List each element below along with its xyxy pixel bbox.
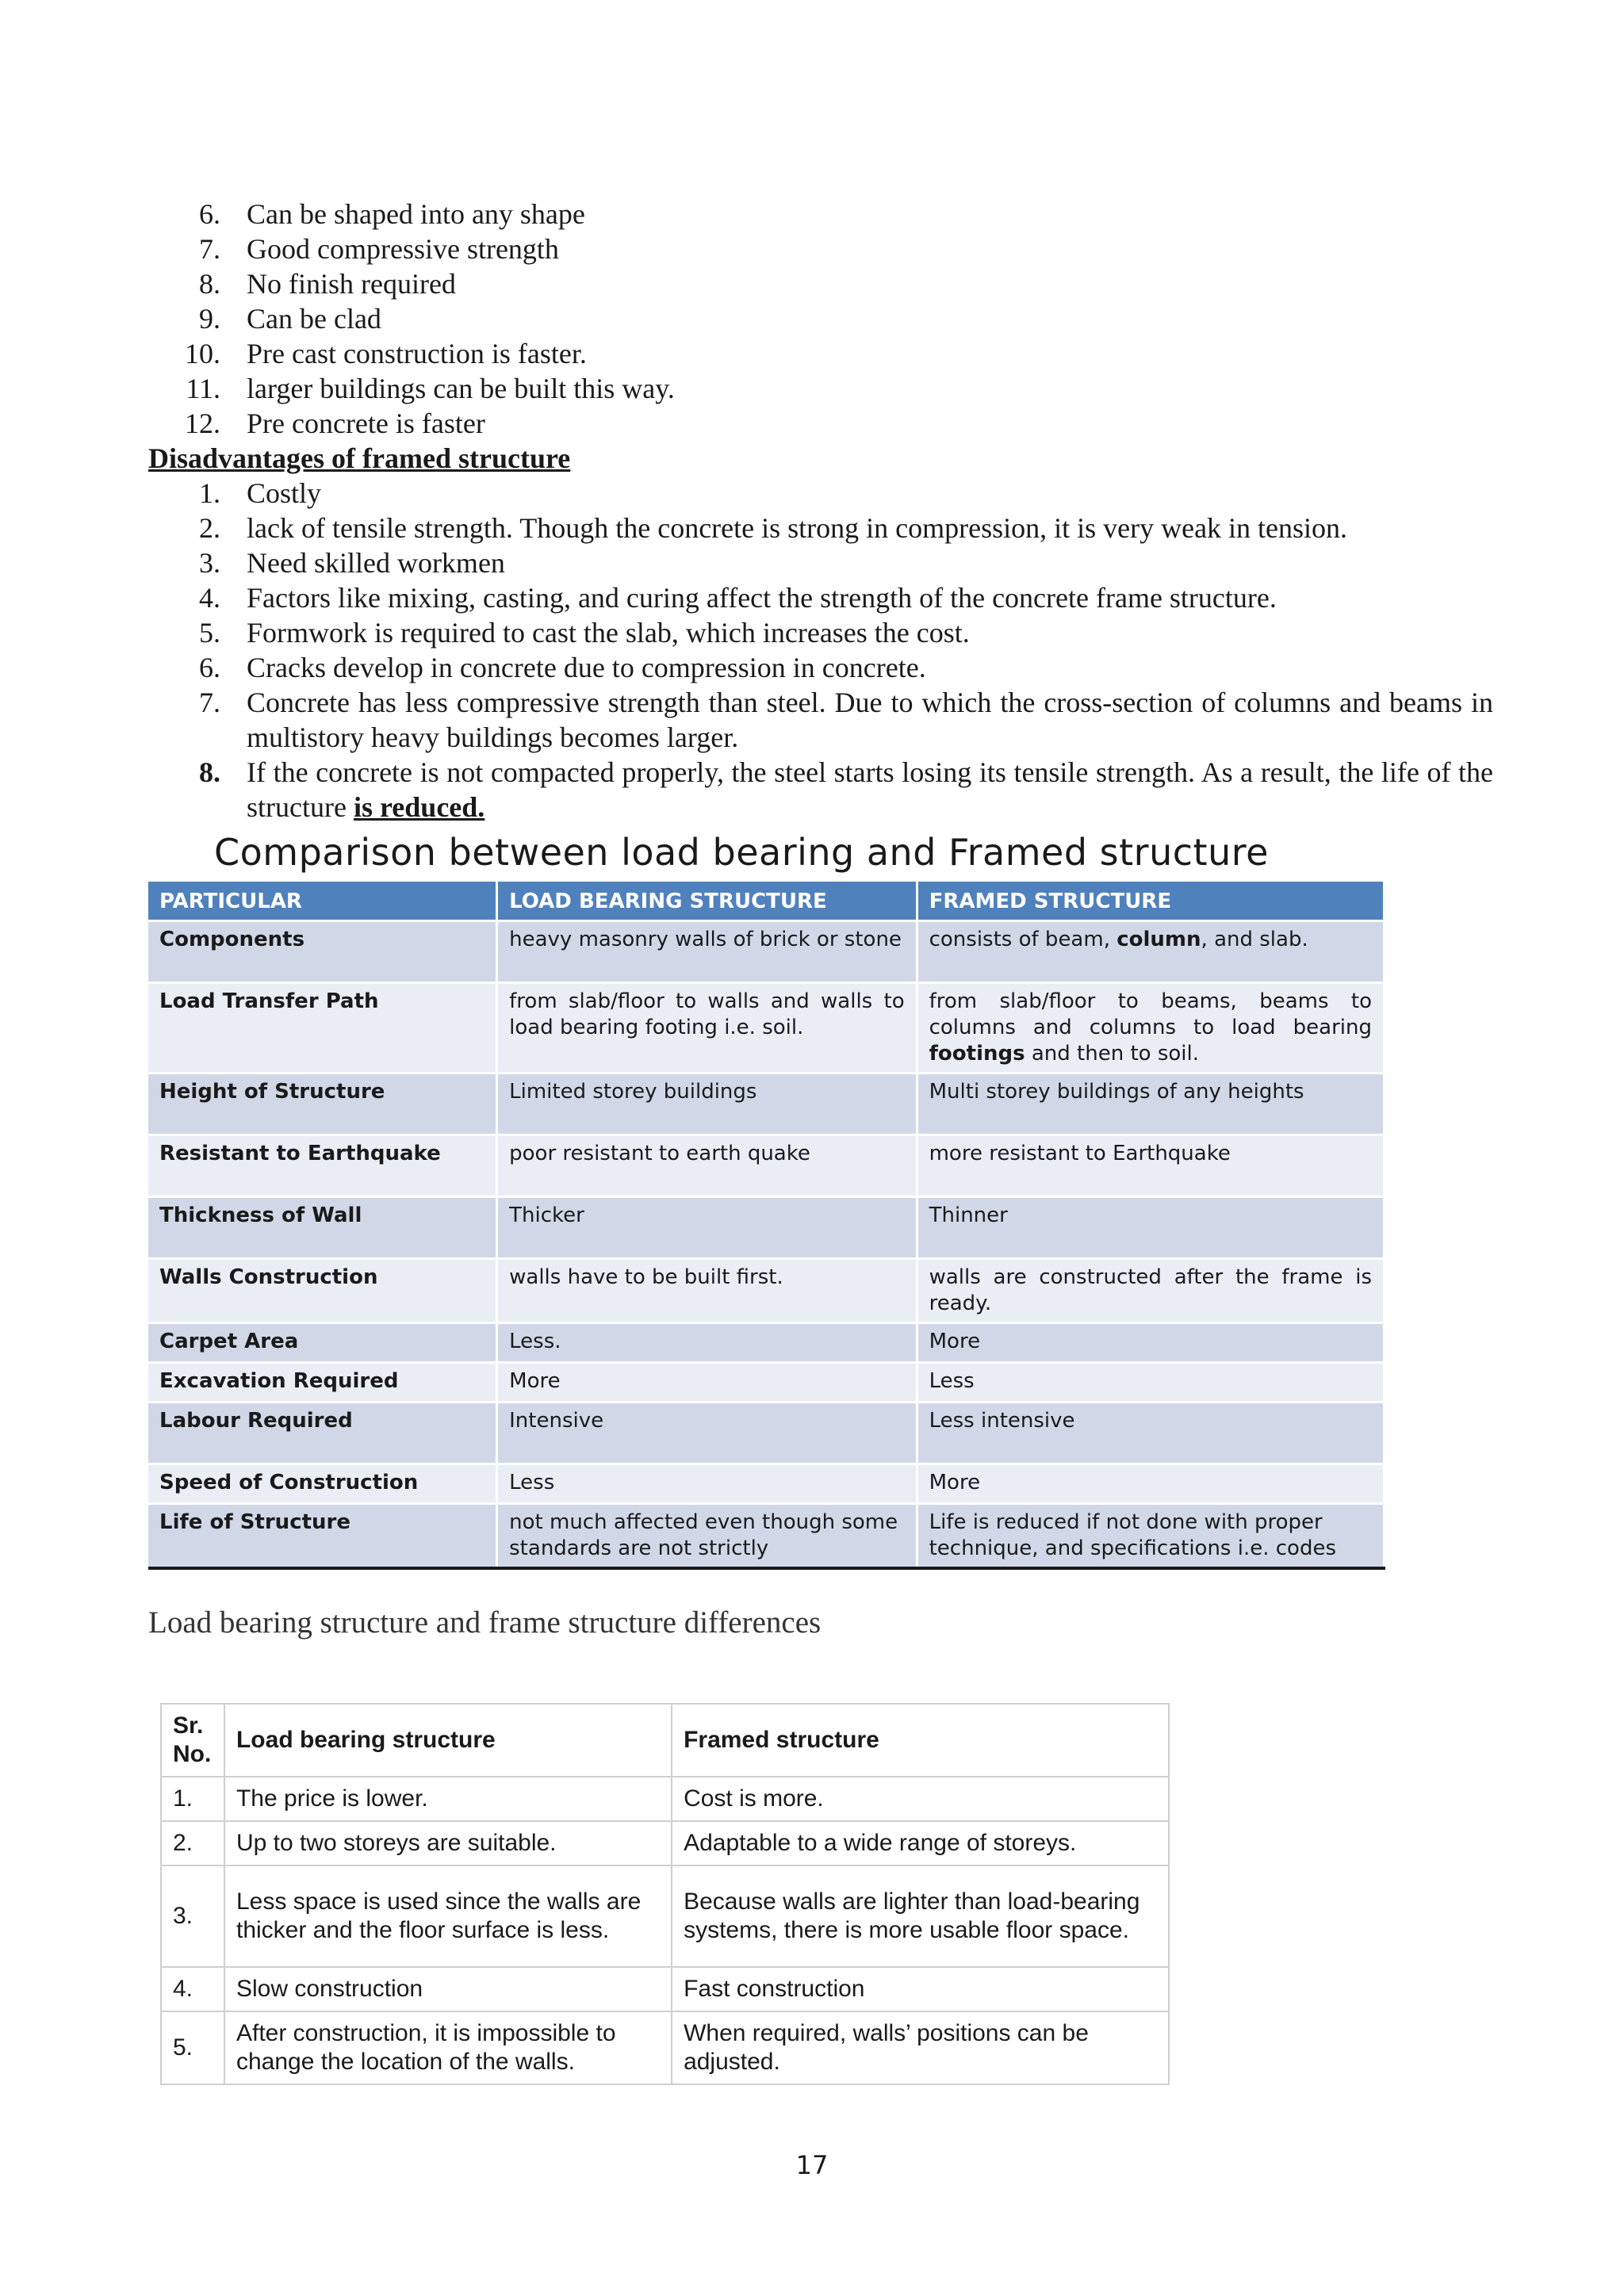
differences-caption: Load bearing structure and frame structure differences <box>148 1605 822 1640</box>
list-item <box>0 545 1624 580</box>
table-cell: Height of Structure <box>148 1073 497 1135</box>
item-text: Factors like mixing, casting, and curing affect the strength of the concrete frame structure. <box>247 582 1277 614</box>
table-cell: Labour Required <box>148 1402 497 1464</box>
item-number: 10. <box>185 338 220 369</box>
list-item <box>0 371 1624 406</box>
item-text: Can be clad <box>247 303 381 335</box>
table-header-row <box>148 882 1385 921</box>
table-cell: Less space is used since the walls are thicker and the floor surface is less. <box>224 1866 672 1967</box>
table-row <box>148 1323 1385 1363</box>
list-item <box>0 197 1624 232</box>
list-item <box>0 232 1624 266</box>
advantages-list <box>0 197 1624 441</box>
table-row <box>161 1967 1169 2011</box>
table-cell: More <box>917 1323 1384 1363</box>
list-item <box>0 755 1624 825</box>
item-number: 7. <box>199 233 220 265</box>
item-number: 5. <box>199 617 220 649</box>
item-number: 9. <box>199 303 220 335</box>
table-row <box>148 1464 1385 1504</box>
table-cell: Thicker <box>497 1197 917 1259</box>
table-cell: Resistant to Earthquake <box>148 1135 497 1197</box>
disadvantages-list <box>0 476 1624 825</box>
cell-text-bold: footings <box>929 1042 1025 1066</box>
table-cell: Load Transfer Path <box>148 983 497 1073</box>
cell-text: consists of beam, <box>929 928 1117 951</box>
item-number: 3. <box>199 547 220 579</box>
table-cell: More <box>917 1464 1384 1504</box>
disadvantages-heading: Disadvantages of framed structure <box>148 442 571 474</box>
item-text: lack of tensile strength. Though the concrete is strong in compression, it is very weak in tension. <box>247 512 1348 544</box>
table-cell: Because walls are lighter than load-bearing systems, there is more usable floor space. <box>672 1866 1169 1967</box>
item-text: Can be shaped into any shape <box>247 198 585 230</box>
item-number: 8. <box>199 756 220 788</box>
table-cell: Fast construction <box>672 1967 1169 2011</box>
table-row <box>148 1504 1385 1569</box>
differences-table <box>160 1703 1170 2085</box>
table-cell: Up to two storeys are suitable. <box>224 1821 672 1866</box>
list-item <box>0 580 1624 615</box>
table-row <box>148 1402 1385 1464</box>
table-cell: The price is lower. <box>224 1777 672 1821</box>
item-number: 6. <box>199 652 220 683</box>
cell-text: from slab/floor to beams, beams to columns and columns to load bearing <box>929 989 1372 1039</box>
table-cell: Adaptable to a wide range of storeys. <box>672 1821 1169 1866</box>
table-cell: Multi storey buildings of any heights <box>917 1073 1384 1135</box>
table-row <box>148 1363 1385 1402</box>
table-cell: more resistant to Earthquake <box>917 1135 1384 1197</box>
table-cell <box>917 921 1384 983</box>
table-cell <box>917 983 1384 1073</box>
table-cell: walls are constructed after the frame is ready. <box>917 1259 1384 1323</box>
table-row <box>148 1073 1385 1135</box>
list-item <box>0 685 1624 755</box>
cell-text: and then to soil. <box>1025 1042 1199 1066</box>
table-row <box>148 921 1385 983</box>
table-cell: 5. <box>161 2011 224 2084</box>
table-cell: Less intensive <box>917 1402 1384 1464</box>
table-cell: poor resistant to earth quake <box>497 1135 917 1197</box>
list-item <box>0 615 1624 650</box>
table-cell: After construction, it is impossible to change the location of the walls. <box>224 2011 672 2084</box>
list-item <box>0 301 1624 336</box>
table-row <box>148 1135 1385 1197</box>
item-text: Concrete has less compressive strength than steel. Due to which the cross-section of columns and beams in multistory heavy buildings becomes larger. <box>247 687 1493 753</box>
item-number: 7. <box>199 687 220 718</box>
table-row <box>148 983 1385 1073</box>
item-number: 1. <box>199 477 220 509</box>
table-cell: walls have to be built first. <box>497 1259 917 1323</box>
table-cell: Excavation Required <box>148 1363 497 1402</box>
item-text-main: If the concrete is not compacted properly, the steel starts losing its tensile strength. As a result, the life of the structure <box>247 756 1493 823</box>
table-cell: 1. <box>161 1777 224 1821</box>
table-cell: 4. <box>161 1967 224 2011</box>
table-cell: Cost is more. <box>672 1777 1169 1821</box>
table-cell: Less <box>497 1464 917 1504</box>
table-row <box>161 1866 1169 1967</box>
item-number: 11. <box>186 373 220 404</box>
item-number: 8. <box>199 268 220 300</box>
list-item <box>0 336 1624 371</box>
table-cell: Intensive <box>497 1402 917 1464</box>
table-cell: from slab/floor to walls and walls to load bearing footing i.e. soil. <box>497 983 917 1073</box>
column-header: FRAMED STRUCTURE <box>917 882 1384 921</box>
table-cell: Carpet Area <box>148 1323 497 1363</box>
list-item <box>0 476 1624 511</box>
table-cell: Limited storey buildings <box>497 1073 917 1135</box>
comparison-title: Comparison between load bearing and Framed structure <box>214 831 1269 874</box>
item-text: Need skilled workmen <box>247 547 505 579</box>
column-header: PARTICULAR <box>148 882 497 921</box>
table-cell: Less. <box>497 1323 917 1363</box>
item-text: Cracks develop in concrete due to compression in concrete. <box>247 652 926 683</box>
table-cell: Walls Construction <box>148 1259 497 1323</box>
item-text: Pre concrete is faster <box>247 408 485 439</box>
item-number: 2. <box>199 512 220 544</box>
table-cell: 2. <box>161 1821 224 1866</box>
table-row <box>161 1777 1169 1821</box>
list-item <box>0 266 1624 301</box>
table-row <box>148 1259 1385 1323</box>
table-cell: not much affected even though some standards are not strictly <box>497 1504 917 1569</box>
item-text: larger buildings can be built this way. <box>247 373 675 404</box>
item-number: 12. <box>185 408 220 439</box>
item-text-emphasis: is reduced. <box>353 791 485 823</box>
table-cell: Thinner <box>917 1197 1384 1259</box>
list-item <box>0 406 1624 441</box>
item-text: Good compressive strength <box>247 233 559 265</box>
table-cell: Thickness of Wall <box>148 1197 497 1259</box>
item-text <box>247 755 1493 825</box>
column-header: Load bearing structure <box>224 1704 672 1777</box>
item-number: 4. <box>199 582 220 614</box>
item-text: Costly <box>247 477 322 509</box>
table-cell: Life of Structure <box>148 1504 497 1569</box>
cell-text: , and slab. <box>1201 928 1308 951</box>
item-text: Pre cast construction is faster. <box>247 338 587 369</box>
item-text: No finish required <box>247 268 456 300</box>
table-row <box>161 1821 1169 1866</box>
table-row <box>148 1197 1385 1259</box>
column-header: LOAD BEARING STRUCTURE <box>497 882 917 921</box>
page-number: 17 <box>795 2150 829 2180</box>
item-text: Formwork is required to cast the slab, which increases the cost. <box>247 617 970 649</box>
table-cell: When required, walls’ positions can be adjusted. <box>672 2011 1169 2084</box>
comparison-table <box>148 882 1385 1570</box>
list-item <box>0 650 1624 685</box>
column-header: Sr. No. <box>161 1704 224 1777</box>
table-cell: More <box>497 1363 917 1402</box>
table-cell: Speed of Construction <box>148 1464 497 1504</box>
table-cell: Components <box>148 921 497 983</box>
cell-text-bold: column <box>1116 928 1201 951</box>
table-row <box>161 2011 1169 2084</box>
table-cell: 3. <box>161 1866 224 1967</box>
table-header-row <box>161 1704 1169 1777</box>
table-cell: heavy masonry walls of brick or stone <box>497 921 917 983</box>
table-cell: Slow construction <box>224 1967 672 2011</box>
item-number: 6. <box>199 198 220 230</box>
list-item <box>0 511 1624 545</box>
column-header: Framed structure <box>672 1704 1169 1777</box>
table-cell: Less <box>917 1363 1384 1402</box>
table-cell: Life is reduced if not done with proper technique, and specifications i.e. codes <box>917 1504 1384 1569</box>
